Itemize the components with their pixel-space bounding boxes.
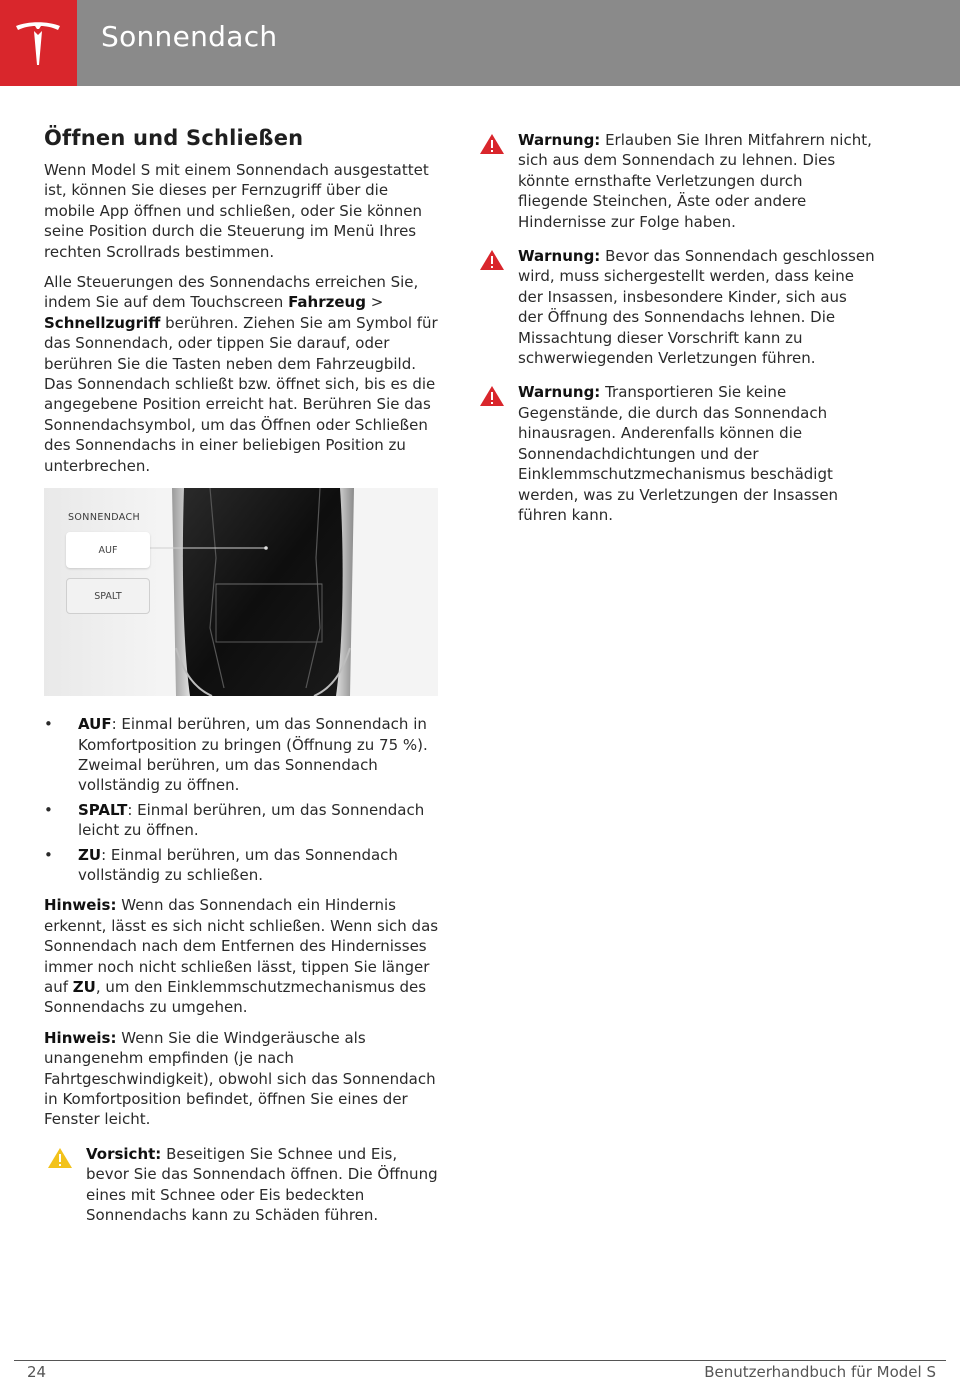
sunroof-touchscreen-figure bbox=[44, 488, 438, 696]
note-obstacle: Hinweis: Wenn das Sonnendach ein Hindernis erkennt, lässt es sich nicht schließen. Wenn sich das Sonnendach nach dem Entfernen des Hindernisses immer noch nicht schließen lässt, tippen Sie länger auf ZU, um den Einklemmschutzmechanismus des Sonnendachs zu umgehen. bbox=[44, 896, 439, 1017]
caution-triangle-icon bbox=[47, 1147, 73, 1169]
intro-paragraph: Wenn Model S mit einem Sonnendach ausgestattet ist, können Sie dieses per Fernzugriff über die mobile App öffnen und schließen, oder Sie können seine Position durch die Steuerung im Menü Ihres rechten Scrollrads bestimmen. bbox=[44, 161, 429, 261]
warning-triangle-icon bbox=[479, 133, 505, 155]
right-column bbox=[476, 130, 876, 539]
warning-block: Warnung: Transportieren Sie keine Gegenstände, die durch das Sonnendach hinausragen. Anderenfalls können die Sonnendachdichtungen und der Einklemmschutzmechanismus beschädigt werden, was zu Verletzungen der Insassen führen kann. bbox=[476, 382, 876, 525]
sunroof-vent-button[interactable]: SPALT bbox=[66, 578, 150, 614]
caution-block: Vorsicht: Beseitigen Sie Schnee und Eis, bevor Sie das Sonnendach öffnen. Die Öffnung eines mit Schnee oder Eis bedeckten Sonnendachs kann zu Schäden führen. bbox=[44, 1144, 440, 1226]
brand-logo-box bbox=[0, 0, 77, 86]
menu-path-fahrzeug: Fahrzeug bbox=[288, 293, 366, 312]
list-item: • SPALT: Einmal berühren, um das Sonnendach leicht zu öffnen. bbox=[44, 800, 425, 840]
manual-title: Benutzerhandbuch für Model S bbox=[704, 1363, 936, 1381]
sunroof-options-list bbox=[44, 714, 440, 885]
list-item: • AUF: Einmal berühren, um das Sonnendach in Komfortposition zu bringen (Öffnung zu 75 %). Zweimal berühren, um das Sonnendach vollständig zu öffnen. bbox=[44, 715, 428, 795]
warning-triangle-icon bbox=[479, 385, 505, 407]
sunroof-open-button[interactable]: AUF bbox=[66, 532, 150, 568]
warning-block: Warnung: Bevor das Sonnendach geschlossen wird, muss sichergestellt werden, dass keine der Insassen, insbesondere Kinder, sich aus der Öffnung des Sonnendachs lehnen. Die Missachtung dieser Vorschrift kann zu schwerwiegenden Verletzungen führen. bbox=[476, 246, 876, 368]
left-column bbox=[44, 126, 440, 1239]
warning-triangle-icon bbox=[479, 249, 505, 271]
note-wind-noise: Hinweis: Wenn Sie die Windgeräusche als unangenehm empfinden (je nach Fahrtgeschwindigkeit), obwohl sich das Sonnendach in Komfortposition befindet, öffnen Sie eines der Fenster leicht. bbox=[44, 1028, 436, 1129]
page-title: Sonnendach bbox=[101, 20, 278, 53]
figure-label-sonnendach: SONNENDACH bbox=[68, 512, 141, 524]
list-item: • ZU: Einmal berühren, um das Sonnendach vollständig zu schließen. bbox=[44, 845, 398, 884]
menu-path-schnellzugriff: Schnellzugriff bbox=[44, 313, 161, 332]
footer-divider bbox=[14, 1360, 946, 1361]
warning-block: Warnung: Erlauben Sie Ihren Mitfahrern nicht, sich aus dem Sonnendach zu lehnen. Dies könnte ernsthafte Verletzungen durch fliegende Steinchen, Äste oder andere Hindernisse zur Folge haben. bbox=[476, 130, 876, 232]
tesla-logo-icon bbox=[12, 17, 64, 69]
page-number: 24 bbox=[27, 1363, 47, 1381]
controls-paragraph: Alle Steuerungen des Sonnendachs erreichen Sie, indem Sie auf dem Touchscreen Fahrzeug > Schnellzugriff berühren. Ziehen Sie am Symbol für das Sonnendach, oder tippen Sie darauf, oder berühren Sie die Tasten neben dem Fahrzeugbild. Das Sonnendach schließt bzw. öffnet sich, bis es die angegebene Position erreicht hat. Berühren Sie das Sonnendachsymbol, um das Öffnen oder Schließen des Sonnendachs in einer beliebigen Position zu unterbrechen. bbox=[44, 273, 438, 475]
section-title: Öffnen und Schließen bbox=[44, 126, 304, 150]
page-header bbox=[0, 0, 960, 86]
